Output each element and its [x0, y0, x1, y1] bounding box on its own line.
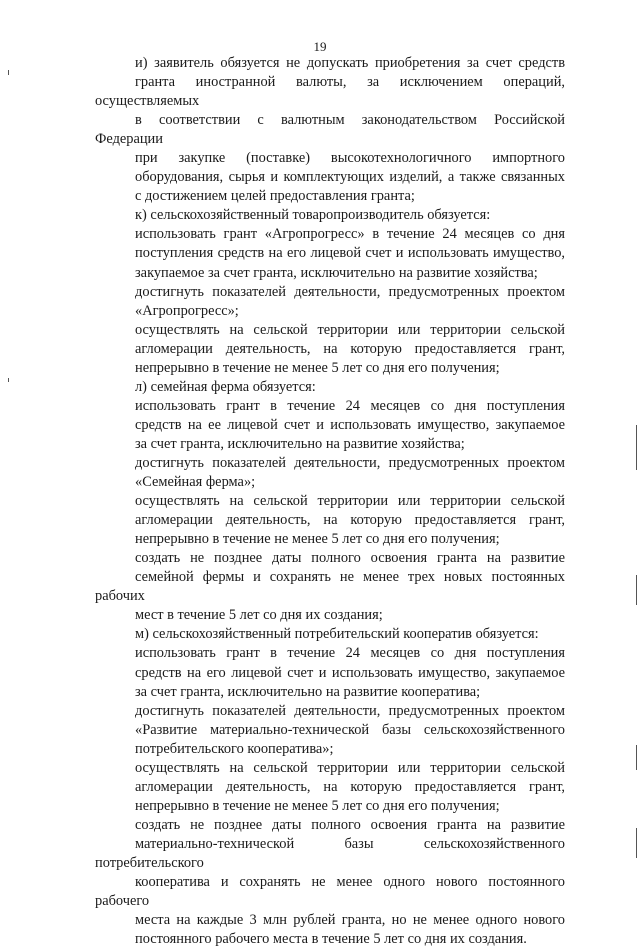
scan-mark-right-1 — [636, 425, 637, 470]
text-line: к) сельскохозяйственный товаропроизводитель обязуется: — [135, 207, 491, 224]
text-line: за счет гранта, исключительно на развитие кооператива; — [135, 683, 481, 700]
paragraph — [95, 225, 565, 282]
document-body — [95, 54, 565, 949]
paragraph — [95, 625, 565, 644]
paragraph — [95, 549, 565, 625]
text-line: «Семейная ферма»; — [135, 474, 256, 491]
text-line: использовать грант в течение 24 месяцев со дня поступления — [135, 645, 565, 662]
text-line: семейной фермы и сохранять не менее трех новых постоянных рабочих — [95, 569, 565, 605]
scan-mark-left-top — [8, 70, 9, 75]
paragraph — [95, 54, 565, 206]
text-line: «Агропрогресс»; — [135, 302, 239, 319]
text-line: средств на ее лицевой счет и использовать имущество, закупаемое — [135, 416, 565, 433]
paragraph — [95, 454, 565, 492]
text-line: «Развитие материально-технической базы сельскохозяйственного — [135, 721, 565, 738]
text-line: материально-технической базы сельскохозяйственного потребительского — [95, 835, 565, 871]
text-line: гранта иностранной валюты, за исключением операций, осуществляемых — [95, 74, 565, 110]
text-line: агломерации деятельность, на которую предоставляется грант, — [135, 778, 565, 795]
paragraph — [95, 492, 565, 549]
text-line: потребительского кооператива»; — [135, 740, 334, 757]
scan-mark-right-3 — [636, 745, 637, 770]
text-line: с достижением целей предоставления гранта; — [135, 188, 415, 205]
text-line: и) заявитель обязуется не допускать приобретения за счет средств — [135, 55, 565, 71]
page-number: 19 — [313, 39, 327, 54]
paragraph — [95, 378, 565, 397]
text-line: поступления средств на его лицевой счет и использовать имущество, — [135, 245, 565, 262]
text-line: закупаемое за счет гранта, исключительно на развитие хозяйства; — [135, 264, 538, 281]
text-line: создать не позднее даты полного освоения гранта на развитие — [135, 816, 565, 833]
text-line: за счет гранта, исключительно на развитие хозяйства; — [135, 435, 465, 452]
text-line: кооператива и сохранять не менее одного нового постоянного рабочего — [95, 874, 565, 910]
text-line: достигнуть показателей деятельности, предусмотренных проектом — [135, 283, 565, 300]
text-line: при закупке (поставке) высокотехнологичного импортного — [135, 150, 565, 167]
text-line: осуществлять на сельской территории или территории сельской — [135, 493, 565, 510]
text-line: агломерации деятельность, на которую предоставляется грант, — [135, 340, 565, 357]
text-line: оборудования, сырья и комплектующих изделий, а также связанных — [135, 169, 565, 186]
text-line: создать не позднее даты полного освоения гранта на развитие — [135, 550, 565, 567]
text-line: мест в течение 5 лет со дня их создания; — [135, 607, 383, 624]
paragraph — [95, 397, 565, 454]
text-line: достигнуть показателей деятельности, предусмотренных проектом — [135, 702, 565, 719]
text-line: непрерывно в течение не менее 5 лет со дня его получения; — [135, 359, 500, 376]
text-line: в соответствии с валютным законодательством Российской Федерации — [95, 112, 565, 148]
paragraph — [95, 321, 565, 378]
text-line: м) сельскохозяйственный потребительский кооператив обязуется: — [135, 626, 539, 643]
text-line: л) семейная ферма обязуется: — [135, 378, 316, 395]
text-line: непрерывно в течение не менее 5 лет со дня его получения; — [135, 797, 500, 814]
text-line: использовать грант в течение 24 месяцев со дня поступления — [135, 397, 565, 414]
text-line: достигнуть показателей деятельности, предусмотренных проектом — [135, 454, 565, 471]
text-line: места на каждые 3 млн рублей гранта, но не менее одного нового — [135, 912, 565, 929]
text-line: осуществлять на сельской территории или территории сельской — [135, 321, 565, 338]
text-line: средств на его лицевой счет и использовать имущество, закупаемое — [135, 664, 565, 681]
scan-mark-left-middle — [8, 378, 9, 382]
text-line: использовать грант «Агропрогресс» в течение 24 месяцев со дня — [135, 226, 565, 243]
text-line: постоянного рабочего места в течение 5 лет со дня их создания. — [135, 931, 527, 948]
paragraph — [95, 644, 565, 701]
scan-mark-right-4 — [636, 828, 637, 858]
paragraph — [95, 702, 565, 759]
paragraph — [95, 206, 565, 225]
scan-mark-right-2 — [636, 575, 637, 605]
text-line: осуществлять на сельской территории или территории сельской — [135, 759, 565, 776]
paragraph — [95, 283, 565, 321]
text-line: непрерывно в течение не менее 5 лет со дня его получения; — [135, 531, 500, 548]
paragraph — [95, 816, 565, 949]
paragraph — [95, 759, 565, 816]
text-line: агломерации деятельность, на которую предоставляется грант, — [135, 512, 565, 529]
